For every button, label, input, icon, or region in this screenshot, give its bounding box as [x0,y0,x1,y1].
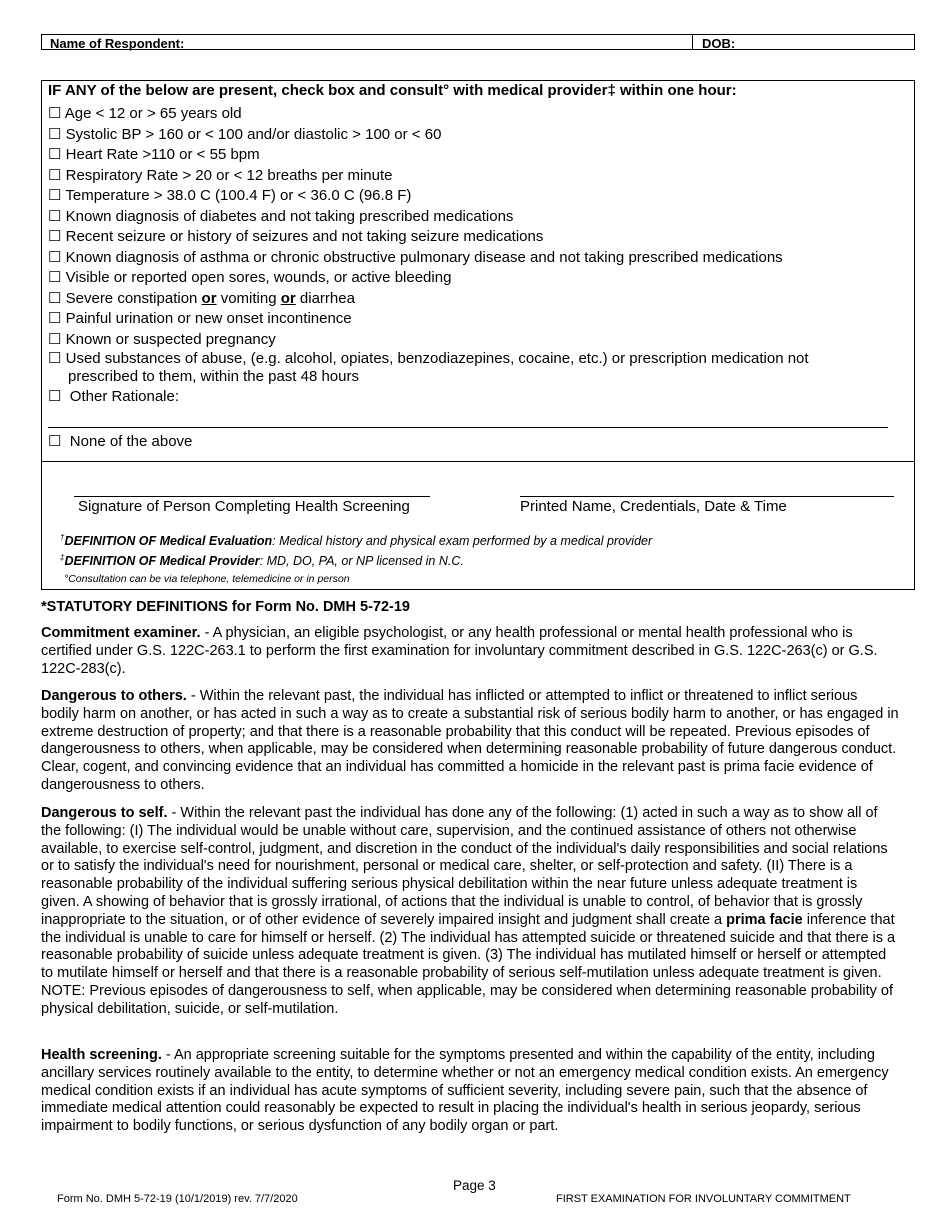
dob-label: DOB: [702,36,736,51]
checkbox-icon[interactable]: ☐ [48,105,62,122]
checklist-item-substances[interactable]: ☐ Used substances of abuse, (e.g. alcohol, opiates, benzodiazepines, cocaine, etc.) or prescription medication not prescribed to them, within the past 48 hours [48,350,809,385]
checklist-item[interactable]: ☐ Age < 12 or > 65 years old [48,105,242,122]
health-screening-definition: Health screening. - An appropriate screening suitable for the symptoms presented and within the capability of the entity, including ancillary services routinely available to the entity, to determine whether or not an emergency medical condition exists. An emergency medical condition exists if an individual has acute symptoms of sufficient severity, including severe pain, such that the absence of immediate medical attention could reasonably be expected to result in placing the individual's health in serious jeopardy, serious impairment to bodily functions, or serious dysfunction of any bodily organ or part. [41,1047,889,1135]
screening-checklist [48,104,898,408]
signature-line[interactable] [74,496,430,497]
screening-heading: IF ANY of the below are present, check box and consult° with medical provider‡ within one hour: [48,82,737,99]
checkbox-icon[interactable]: ☐ [48,248,62,266]
medical-provider-definition: ‡DEFINITION OF Medical Provider: MD, DO, PA, or NP licensed in N.C. [60,553,464,569]
dangerous-to-others-definition: Dangerous to others. - Within the relevant past, the individual has inflicted or attempted to inflict or threatened to inflict serious bodily harm on another, or has acted in such a way as to create a substantial risk of serious bodily harm to another, or has engaged in extreme destruction of property; and that there is a reasonable probability that this conduct will be repeated. Previous episodes of dangerousness to others, when applicable, may be considered when determining reasonable probability of future dangerous conduct. Clear, cogent, and convincing evidence that an individual has committed a homicide in the relevant past is prima facie evidence of dangerousness to others. [41,688,899,793]
checklist-item[interactable]: ☐ Known diagnosis of diabetes and not taking prescribed medications [48,207,514,225]
header-divider [692,35,693,49]
checkbox-icon[interactable]: ☐ [48,388,62,405]
respondent-name-label: Name of Respondent: [50,36,185,51]
checkbox-icon[interactable]: ☐ [48,146,62,163]
checkbox-icon[interactable]: ☐ [48,350,62,367]
checkbox-icon[interactable]: ☐ [48,433,62,450]
checkbox-icon[interactable]: ☐ [48,125,62,143]
medical-evaluation-definition: †DEFINITION OF Medical Evaluation: Medical history and physical exam performed by a medical provider [60,533,653,549]
checklist-item[interactable]: ☐ Known diagnosis of asthma or chronic obstructive pulmonary disease and not taking prescribed medications [48,248,783,266]
dangerous-to-self-definition: Dangerous to self. - Within the relevant past the individual has done any of the following: (1) acted in such a way as to show all of the following: (I) The individual would be unable without care, supervision, and the continued assistance of others not otherwise available, to exercise self-control, judgment, and discretion in the conduct of the individual's daily responsibilities and social relations or to satisfy the individual's need for nourishment, personal or medical care, shelter, or self-protection and safety. (II) There is a reasonable probability of the individual suffering serious physical debilitation within the near future unless adequate treatment is given. A showing of behavior that is grossly irrational, of actions that the individual is unable to control, of behavior that is grossly inappropriate to the situation, or of other evidence of severely impaired insight and judgment shall create a prima facie inference that the individual is unable to care for himself or herself. (2) The individual has attempted suicide or threatened suicide and that there is a reasonable probability of suicide unless adequate treatment is given. (3) The individual has mutilated himself or herself or attempted to mutilate himself or herself and that there is a reasonable probability of serious self-mutilation unless adequate treatment is given. NOTE: Previous episodes of dangerousness to self, when applicable, may be considered when determining reasonable probability of physical debilitation, suicide, or self-mutilation. [41,805,896,1017]
checklist-item[interactable]: ☐ Known or suspected pregnancy [48,330,276,348]
form-title: FIRST EXAMINATION FOR INVOLUNTARY COMMITMENT [556,1193,851,1205]
printed-name-line[interactable] [520,496,894,497]
consultation-note: °Consultation can be via telephone, telemedicine or in person [64,573,350,585]
checkbox-icon[interactable]: ☐ [48,187,62,204]
printed-name-label: Printed Name, Credentials, Date & Time [520,498,787,515]
checkbox-icon[interactable]: ☐ [48,310,62,327]
checklist-item[interactable]: ☐ Recent seizure or history of seizures and not taking seizure medications [48,228,544,245]
checkbox-icon[interactable]: ☐ [48,269,62,286]
checklist-item[interactable]: ☐ Painful urination or new onset incontinence [48,310,352,327]
commitment-examiner-definition: Commitment examiner. - A physician, an eligible psychologist, or any health professional or mental health professional who is certified under G.S. 122C-263.1 to perform the first examination for involuntary commitment described in G.S. 122C-263(c) or G.S. 122C-283(c). [41,625,878,677]
statutory-definitions-title: *STATUTORY DEFINITIONS for Form No. DMH 5-72-19 [41,599,410,615]
checkbox-icon[interactable]: ☐ [48,289,62,307]
checklist-item[interactable]: ☐ Respiratory Rate > 20 or < 12 breaths per minute [48,166,393,184]
respondent-header [41,34,915,50]
checklist-item-other-rationale[interactable]: ☐ Other Rationale: [48,388,180,405]
checkbox-icon[interactable]: ☐ [48,228,62,245]
checklist-item[interactable]: ☐ Systolic BP > 160 or < 100 and/or diastolic > 100 or < 60 [48,125,442,143]
checklist-item[interactable]: ☐ Visible or reported open sores, wounds, or active bleeding [48,269,452,286]
checklist-item-constipation[interactable]: ☐ Severe constipation or vomiting or diarrhea [48,289,355,307]
other-rationale-line[interactable] [48,427,888,428]
signature-label: Signature of Person Completing Health Screening [78,498,410,515]
checklist-item[interactable]: ☐ Temperature > 38.0 C (100.4 F) or < 36.0 C (96.8 F) [48,187,412,204]
section-divider [42,461,914,462]
form-number: Form No. DMH 5-72-19 (10/1/2019) rev. 7/7/2020 [57,1193,298,1205]
checkbox-icon[interactable]: ☐ [48,207,62,225]
health-screening-box [41,80,915,590]
checklist-item[interactable]: ☐ Heart Rate >110 or < 55 bpm [48,146,260,163]
checkbox-icon[interactable]: ☐ [48,330,62,348]
checklist-item-none[interactable]: ☐ None of the above [48,433,193,450]
checkbox-icon[interactable]: ☐ [48,166,62,184]
page-number: Page 3 [453,1178,496,1193]
